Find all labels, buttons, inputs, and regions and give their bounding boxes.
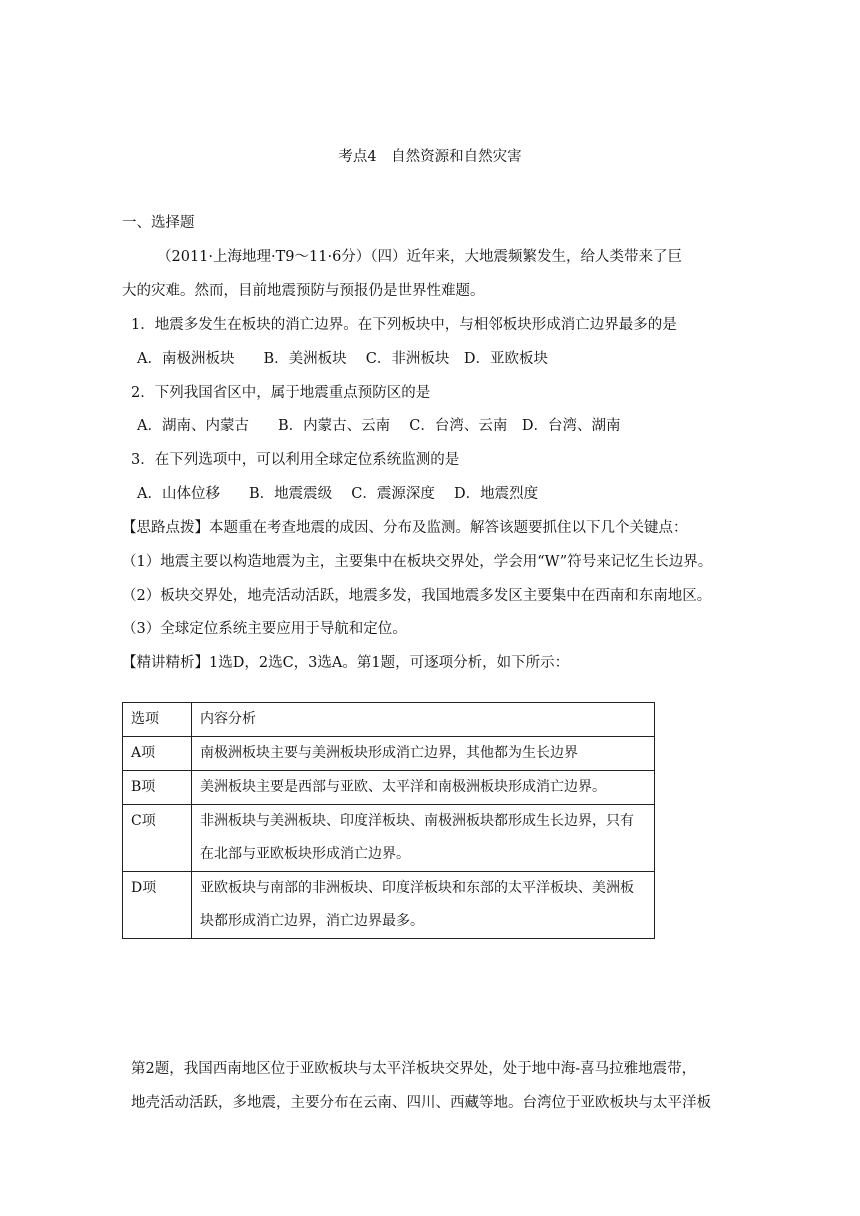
table-cell-content: 南极洲板块主要与美洲板块形成消亡边界，其他都为生长边界 <box>192 737 655 771</box>
table-row <box>123 805 655 872</box>
table-row <box>123 771 655 805</box>
table-cell-content: 亚欧板块与南部的非洲板块、印度洋板块和东部的太平洋板块、美洲板块都形成消亡边界，消亡边界最多。 <box>192 872 655 939</box>
question-2-stem: 2．下列我国省区中，属于地震重点预防区的是 <box>131 385 431 401</box>
continuation-line-1: 第2题，我国西南地区位于亚欧板块与太平洋板块交界处，处于地中海-喜马拉雅地震带， <box>131 1061 697 1077</box>
table-row <box>123 737 655 771</box>
section-heading: 一、选择题 <box>122 215 195 231</box>
hint-point-3: （3）全球定位系统主要应用于导航和定位。 <box>122 621 407 637</box>
question-1-stem: 1．地震多发生在板块的消亡边界。在下列板块中，与相邻板块形成消亡边界最多的是 <box>131 317 677 333</box>
page-title: 考点4 自然资源和自然灾害 <box>338 149 522 165</box>
intro-line-1: （2011·上海地理·T9～11·6分）（四）近年来，大地震频繁发生，给人类带来了巨 <box>157 249 683 265</box>
table-row <box>123 872 655 939</box>
hint-point-1: （1）地震主要以构造地震为主，主要集中在板块交界处，学会用“W”符号来记忆生长边界。 <box>122 554 713 570</box>
table-cell-content: 非洲板块与美洲板块、印度洋板块、南极洲板块都形成生长边界，只有在北部与亚欧板块形成消亡边界。 <box>192 805 655 872</box>
table-cell-option: B项 <box>123 771 192 805</box>
table-header-row <box>123 703 655 737</box>
continuation-line-2: 地壳活动活跃，多地震，主要分布在云南、四川、西藏等地。台湾位于亚欧板块与太平洋板 <box>131 1095 711 1111</box>
table-cell-option: A项 <box>123 737 192 771</box>
table-cell-option: C项 <box>123 805 192 872</box>
question-3-options: A．山体位移 B．地震震级 C．震源深度 D．地震烈度 <box>137 486 539 502</box>
question-2-options: A．湖南、内蒙古 B．内蒙古、云南 C．台湾、云南 D．台湾、湖南 <box>137 418 621 434</box>
analysis-table <box>122 702 655 939</box>
hint-point-2: （2）板块交界处，地壳活动活跃，地震多发，我国地震多发区主要集中在西南和东南地区。 <box>122 588 712 604</box>
hint-heading: 【思路点拨】本题重在考查地震的成因、分布及监测。解答该题要抓住以下几个关键点： <box>122 520 688 536</box>
question-1-options: A．南极洲板块 B．美洲板块 C．非洲板块 D．亚欧板块 <box>137 351 548 367</box>
analysis-intro: 【精讲精析】1选D，2选C，3选A。第1题，可逐项分析，如下所示： <box>122 655 570 671</box>
table-header-content: 内容分析 <box>192 703 655 737</box>
table-cell-content: 美洲板块主要是西部与亚欧、太平洋和南极洲板块形成消亡边界。 <box>192 771 655 805</box>
intro-line-2: 大的灾难。然而，目前地震预防与预报仍是世界性难题。 <box>122 283 485 299</box>
table-header-option: 选项 <box>123 703 192 737</box>
question-3-stem: 3．在下列选项中，可以利用全球定位系统监测的是 <box>131 452 460 468</box>
table-cell-option: D项 <box>123 872 192 939</box>
